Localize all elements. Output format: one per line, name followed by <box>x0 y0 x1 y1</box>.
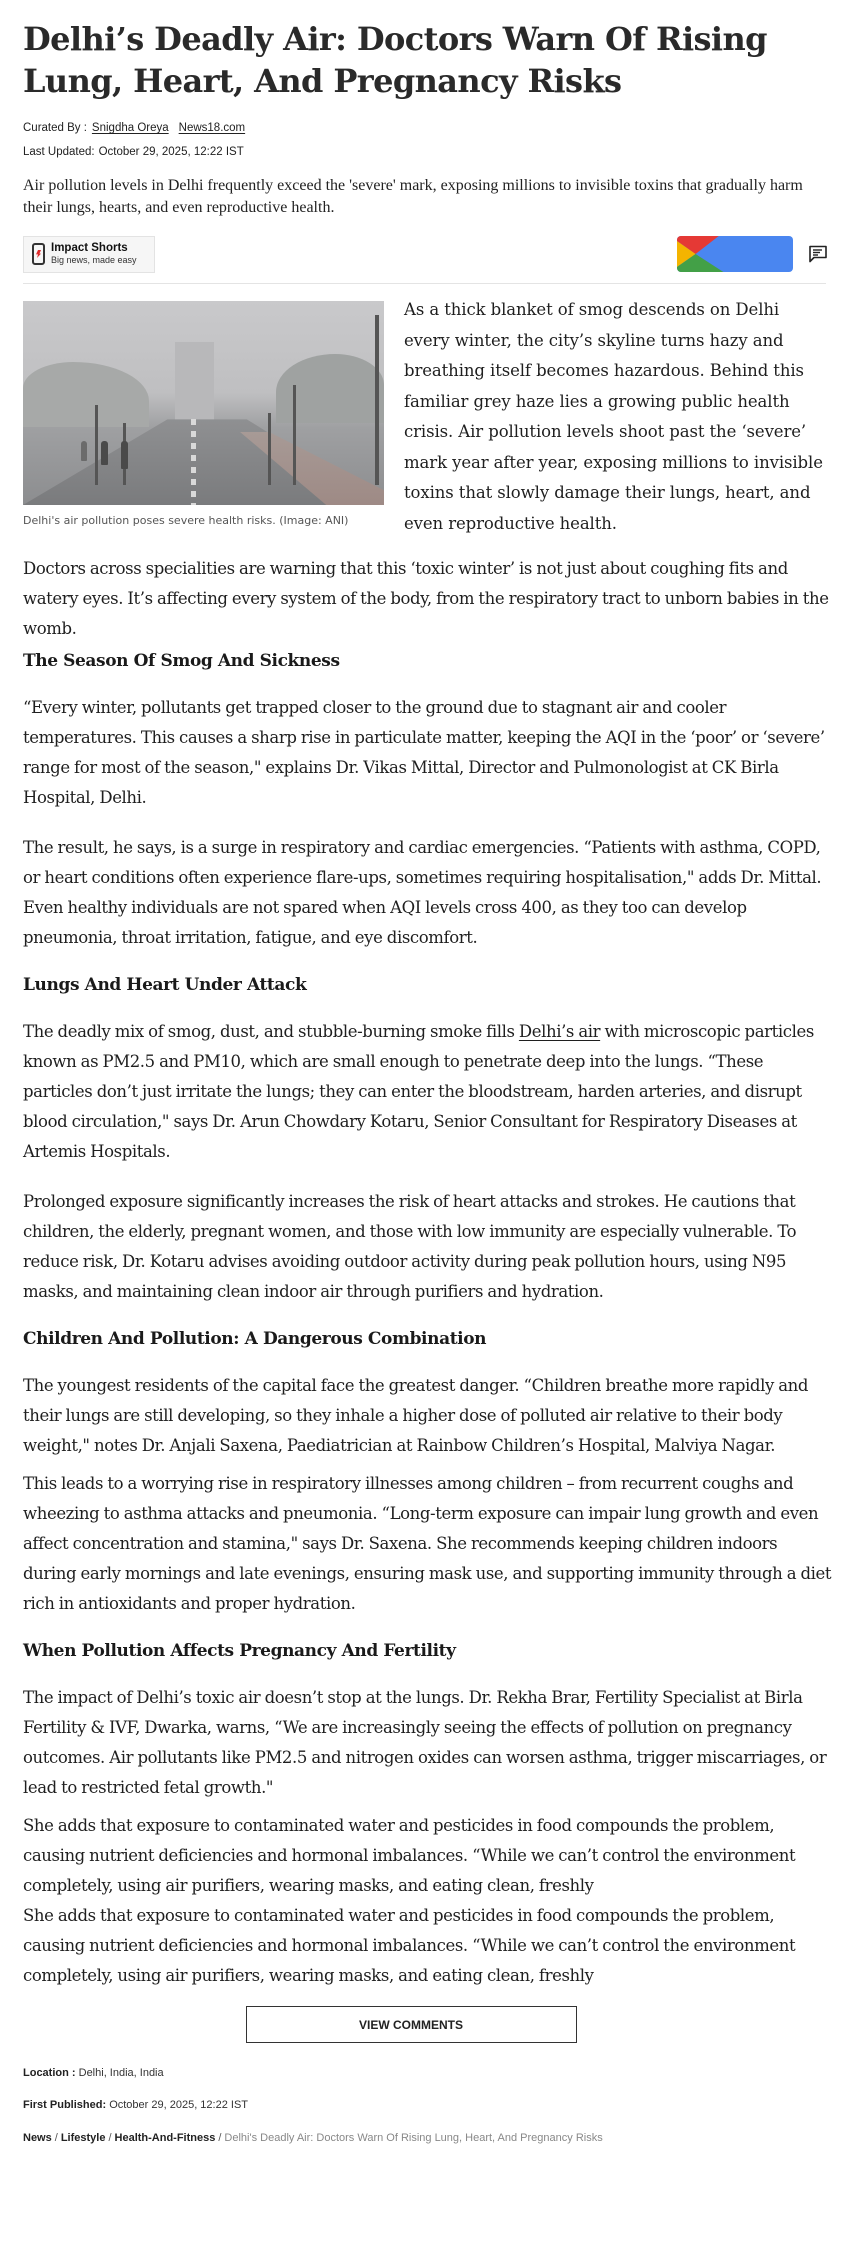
image-caption: Delhi's air pollution poses severe health risks. (Image: ANI) <box>23 514 349 527</box>
breadcrumb-separator: / <box>54 2132 58 2144</box>
paragraph-2: “Every winter, pollutants get trapped closer to the ground due to stagnant air and cooler temperatures. This causes a sharp rise in particulate matter, keeping the AQI in the ‘poor’ or ‘severe’ range for most of the season," explains Dr. Vikas Mittal, Director and Pulmonologist at CK Birla Hospital, Delhi. <box>23 698 825 807</box>
lead-image-smog-india-gate[interactable] <box>23 301 384 505</box>
article-summary: Air pollution levels in Delhi frequently exceed the 'severe' mark, exposing millions to invisible toxins that gradually harm their lungs, hearts, and even reproductive health. <box>23 177 803 216</box>
location <box>23 2067 825 2083</box>
byline-label: Curated By : <box>23 122 87 134</box>
paragraph-10: She adds that exposure to contaminated water and pesticides in food compounds the problem, causing nutrient deficiencies and hormonal imbalances. “While we can’t control the environment completely, using air purifiers, wearing masks, and eating clean, freshly <box>23 1906 796 1985</box>
paragraph-8: The impact of Delhi’s toxic air doesn’t stop at the lungs. Dr. Rekha Brar, Fertility Specialist at Birla Fertility & IVF, Dwarka, warns, “We are increasingly seeing the effects of pollution on pregnancy outcomes. Air pollutants like PM2.5 and nitrogen oxides can worsen asthma, trigger miscarriages, or lead to restricted fetal growth." <box>23 1688 827 1797</box>
paragraph-5: Prolonged exposure significantly increases the risk of heart attacks and strokes. He cautions that children, the elderly, pregnant women, and those with low immunity are especially vulnerable. To reduce risk, Dr. Kotaru advises avoiding outdoor activity during peak pollution hours, using N95 masks, and maintaining clean indoor air through purifiers and hydration. <box>23 1192 797 1301</box>
delhis-air-link[interactable]: Delhi’s air <box>518 1022 601 1041</box>
paragraph-4-text-end: with microscopic particles known as PM2.5 and PM10, which are small enough to penetrate deep into the lungs. “These particles don’t just irritate the lungs; they can enter the bloodstream, harden arteries, and disrupt blood circulation," says Dr. Arun Chowdary Kotaru, Senior Consultant for Respiratory Diseases at Artemis Hospitals. <box>23 1022 814 1161</box>
divider <box>23 283 826 284</box>
intro-section <box>23 301 825 539</box>
first-published <box>23 2099 825 2115</box>
last-updated <box>23 143 825 161</box>
paragraph-7: This leads to a worrying rise in respiratory illnesses among children – from recurrent coughs and wheezing to asthma attacks and pneumonia. “Long-term exposure can impair lung growth and even affect concentration and stamina," says Dr. Saxena. She recommends keeping children indoors during early mornings and late evenings, ensuring mask use, and supporting immunity through a diet rich in antioxidants and proper hydration. <box>23 1474 832 1613</box>
view-comments-button[interactable]: VIEW COMMENTS <box>246 2006 577 2043</box>
byline <box>23 119 825 137</box>
last-updated-label: Last Updated: <box>23 146 95 158</box>
impact-shorts-title: Impact Shorts <box>51 242 128 254</box>
first-published-value: October 29, 2025, 12:22 IST <box>109 2099 248 2111</box>
impact-shorts-button[interactable] <box>23 236 155 273</box>
subheading-pregnancy-fertility: When Pollution Affects Pregnancy And Fertility <box>23 1641 456 1661</box>
author-link[interactable]: Snigdha Oreya <box>91 122 169 134</box>
lead-figure <box>23 301 384 539</box>
breadcrumb-current: Delhi's Deadly Air: Doctors Warn Of Rising Lung, Heart, And Pregnancy Risks <box>224 2132 603 2144</box>
paragraph-1: Doctors across specialities are warning that this ‘toxic winter’ is not just about coughing fits and watery eyes. It’s affecting every system of the body, from the respiratory tract to unborn babies in the womb. <box>23 559 829 638</box>
paragraph-3: The result, he says, is a surge in respiratory and cardiac emergencies. “Patients with asthma, COPD, or heart conditions often experience flare-ups, sometimes requiring hospitalisation," adds Dr. Mittal. Even healthy individuals are not spared when AQI levels cross 400, as they too can develop pneumonia, throat irritation, fatigue, and eye discomfort. <box>23 838 822 947</box>
intro-paragraph: As a thick blanket of smog descends on Delhi every winter, the city’s skyline turns hazy and breathing itself becomes hazardous. Behind this familiar grey haze lies a growing public health crisis. Air pollution levels shoot past the ‘severe’ mark year after year, exposing millions to invisible toxins that slowly damage their lungs, heart, and even reproductive health. <box>404 300 823 533</box>
paragraph-4 <box>23 1017 833 1167</box>
impact-shorts-text <box>51 242 137 266</box>
first-published-label: First Published: <box>23 2099 107 2111</box>
subheading-children-pollution: Children And Pollution: A Dangerous Combination <box>23 1329 487 1349</box>
source-link[interactable]: News18.com <box>178 122 246 134</box>
paragraph-9: She adds that exposure to contaminated water and pesticides in food compounds the problem, causing nutrient deficiencies and hormonal imbalances. “While we can’t control the environment completely, using air purifiers, wearing masks, and eating clean, freshly <box>23 1816 796 1895</box>
google-preferred-source-button[interactable] <box>677 236 793 272</box>
breadcrumb-lifestyle[interactable]: Lifestyle <box>60 2132 106 2144</box>
actions-row <box>23 235 825 273</box>
last-updated-value: October 29, 2025, 12:22 IST <box>98 146 244 158</box>
breadcrumb <box>23 2132 825 2144</box>
article-title: Delhi’s Deadly Air: Doctors Warn Of Rising Lung, Heart, And Pregnancy Risks <box>23 20 767 100</box>
subheading-season-of-smog: The Season Of Smog And Sickness <box>23 651 340 671</box>
paragraph-6: The youngest residents of the capital face the greatest danger. “Children breathe more rapidly and their lungs are still developing, so they inhale a higher dose of polluted air relative to their body weight," notes Dr. Anjali Saxena, Paediatrician at Rainbow Children’s Hospital, Malviya Nagar. <box>23 1376 809 1455</box>
impact-shorts-subtitle: Big news, made easy <box>51 255 137 265</box>
breadcrumb-separator: / <box>108 2132 112 2144</box>
paragraph-4-text-start: The deadly mix of smog, dust, and stubble-burning smoke fills <box>23 1022 519 1041</box>
location-label: Location : <box>23 2067 76 2079</box>
comment-icon[interactable] <box>808 245 828 263</box>
location-value: Delhi, India, India <box>78 2067 164 2079</box>
breadcrumb-health-and-fitness[interactable]: Health-And-Fitness <box>114 2132 216 2144</box>
breadcrumb-news[interactable]: News <box>23 2132 52 2144</box>
breadcrumb-separator: / <box>218 2132 222 2144</box>
subheading-lungs-heart: Lungs And Heart Under Attack <box>23 975 307 995</box>
phone-lightning-icon <box>32 243 45 265</box>
